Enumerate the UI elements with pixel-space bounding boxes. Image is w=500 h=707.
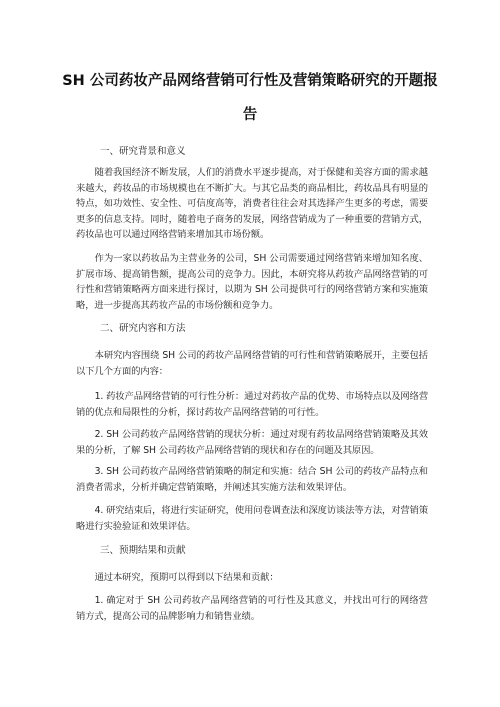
paragraph-content-intro: 本研究内容围绕 SH 公司的药妆产品网络营销的可行性和营销策略展开，主要包括以下几个方面的内容： — [76, 350, 428, 377]
paragraph-content-item-4: 4. 研究结束后，将进行实证研究，使用问卷调查法和深度访谈法等方法，对营销策略进行实验验证和效果评估。 — [76, 505, 429, 532]
paragraph-results-item-1: 1. 确定对于 SH 公司药妆产品网络营销的可行性及其意义，并找出可行的网络营销方式，提高公司的品牌影响力和销售业绩。 — [76, 595, 428, 622]
paragraph-content-item-2: 2. SH 公司药妆产品网络营销的现状分析：通过对现有药妆品网络营销策略及其效果的分析，了解 SH 公司药妆产品网络营销的现状和存在的问题及其原因。 — [76, 429, 428, 456]
section-heading-background: 一、研究背景和意义 — [100, 146, 186, 157]
section-heading-content: 二、研究内容和方法 — [100, 323, 186, 334]
paragraph-results-intro: 通过本研究，预期可以得到以下结果和贡献： — [94, 572, 279, 583]
document-title: SH 公司药妆产品网络营销可行性及营销策略研究的开题报告 — [62, 73, 438, 123]
paragraph-background-1: 随着我国经济不断发展，人们的消费水平逐步提高，对于保健和美容方面的需求越来越大，药妆品的市场规模也在不断扩大。与其它品类的商品相比，药妆品具有明显的特点，如功效性、安全性、可信度高等，消费者往往会对其选择产生更多的考虑，需要更多的信息支持。同时，随着电子商务的发展，网络营销成为了一种重要的营销方式，药妆品也可以通过网络营销来增加其市场份额。 — [76, 167, 428, 241]
paragraph-content-item-1: 1. 药妆产品网络营销的可行性分析：通过对药妆产品的优势、市场特点以及网络营销的优点和局限性的分析，探讨药妆产品网络营销的可行性。 — [76, 391, 429, 418]
paragraph-content-item-3: 3. SH 公司药妆产品网络营销策略的制定和实施：结合 SH 公司的药妆产品特点和消费者需求，分析并确定营销策略，并阐述其实施方法和效果评估。 — [76, 466, 428, 493]
section-heading-results: 三、预期结果和贡献 — [100, 545, 186, 556]
paragraph-background-2: 作为一家以药妆品为主营业务的公司，SH 公司需要通过网络营销来增加知名度、扩展市场、提高销售额，提高公司的竞争力。因此，本研究将从药妆产品网络营销的可行性和营销策略两方面来进行探讨，以期为 SH 公司提供可行的网络营销方案和实施策略，进一步提高其药妆产品的市场份额和竞争力。 — [76, 253, 428, 311]
